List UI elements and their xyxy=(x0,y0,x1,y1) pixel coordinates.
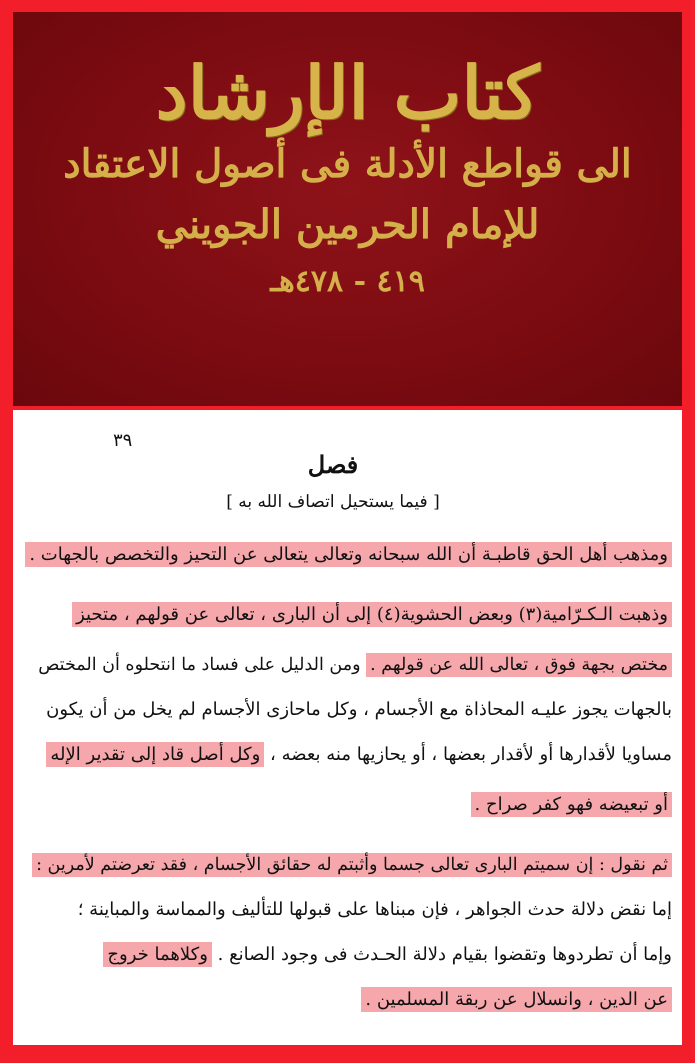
cover-dates: ٤١٩ - ٤٧٨هـ xyxy=(270,264,425,299)
page-number: ٣٩ xyxy=(113,430,133,451)
text-line xyxy=(32,850,672,880)
highlighted-span: وكل أصل قاد إلى تقدير الإله xyxy=(46,742,264,767)
book-page xyxy=(13,410,682,1045)
text-span: ومن الدليل على فساد ما انتحلوه أن المختص xyxy=(38,655,361,675)
highlighted-span: وذهبت الـكـرّامية(٣) وبعض الحشوية(٤) إلى أن البارى ، تعالى عن قولهم ، متحيز xyxy=(72,602,672,627)
highlighted-span: مختص بجهة فوق ، تعالى الله عن قولهم . xyxy=(366,653,672,677)
text-line xyxy=(103,940,672,970)
text-line xyxy=(38,650,672,680)
cover-title: كتاب الإرشاد xyxy=(155,50,540,135)
text-span: إما نقض دلالة حدث الجواهر ، فإن مبناها على قبولها للتأليف والمماسة والمباينة ؛ xyxy=(77,899,672,920)
highlighted-span: ومذهب أهل الحق قاطبـة أن الله سبحانه وتعالى يتعالى عن التحيز والتخصص بالجهات . xyxy=(25,542,672,567)
text-line xyxy=(46,695,672,725)
highlighted-span: ثم نقول : إن سميتم البارى تعالى جسما وأثبتم له حقائق الأجسام ، فقد تعرضتم لأمرين : xyxy=(32,853,672,877)
text-span: مساويا لأقدارها أو لأقدار بعضها ، أو يحازيها منه بعضه ، xyxy=(270,744,672,765)
chapter-heading: فصل xyxy=(307,450,359,479)
text-line xyxy=(25,540,672,570)
highlighted-span: وكلاهما خروج xyxy=(103,942,211,967)
text-line xyxy=(78,895,672,925)
text-span: بالجهات يجوز عليـه المحاذاة مع الأجسام ، وكل ماحازى الأجسام لم يخل من أن يكون xyxy=(46,699,672,720)
chapter-subheading: [ فيما يستحيل اتصاف الله به ] xyxy=(226,492,440,512)
book-cover xyxy=(13,12,682,406)
text-line xyxy=(361,985,672,1015)
text-span: وإما أن تطردوها وتقضوا بقيام دلالة الحـدث فى وجود الصانع . xyxy=(217,944,672,965)
text-line xyxy=(471,790,672,820)
cover-subtitle: الى قواطع الأدلة فى أصول الاعتقاد xyxy=(63,141,632,187)
text-line xyxy=(72,600,672,630)
highlighted-span: عن الدين ، وانسلال عن ربقة المسلمين . xyxy=(361,987,672,1012)
cover-author: للإمام الحرمين الجويني xyxy=(155,201,540,248)
highlighted-span: أو تبعيضه فهو كفر صراح . xyxy=(471,792,672,817)
text-line xyxy=(46,740,672,770)
